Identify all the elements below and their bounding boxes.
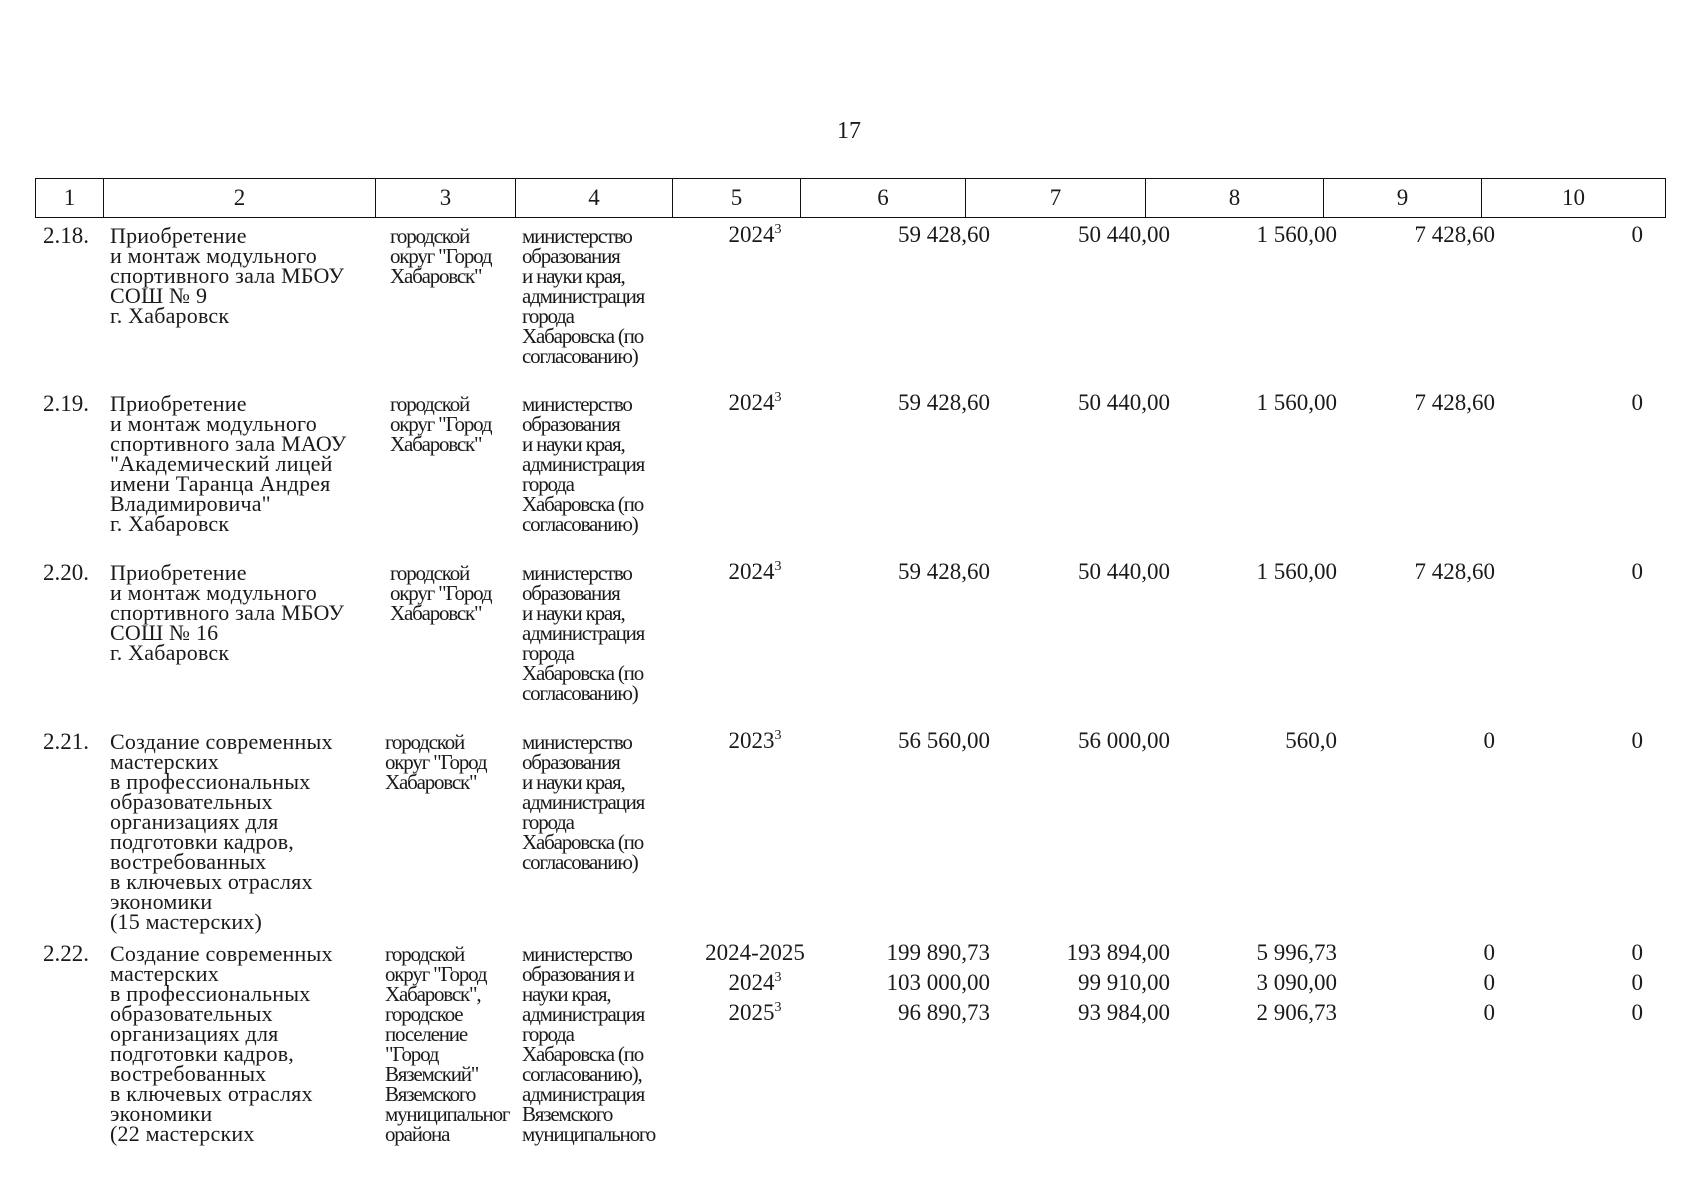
name-line: подготовки кадров, bbox=[110, 1041, 294, 1066]
row-executor bbox=[522, 944, 674, 1144]
value-line: 0 bbox=[1483, 1000, 1495, 1025]
footnote-mark: 3 bbox=[774, 1000, 782, 1015]
name-line: Приобретение bbox=[110, 391, 247, 416]
name-line: г. Хабаровск bbox=[110, 640, 230, 665]
value-line: 93 984,00 bbox=[1078, 1000, 1170, 1025]
executor-line: согласованию), bbox=[522, 1062, 642, 1086]
executor-line: и науки края, bbox=[522, 601, 625, 625]
name-line: экономики bbox=[110, 889, 213, 914]
row-col10: 0 bbox=[1631, 222, 1643, 247]
footnote-mark: 3 bbox=[774, 222, 782, 237]
footnote-mark: 3 bbox=[774, 970, 782, 985]
executor-line: образования bbox=[522, 244, 620, 268]
territory-line: округ "Город bbox=[390, 581, 492, 605]
name-line: (15 мастерских) bbox=[110, 909, 263, 934]
name-line: спортивного зала МБОУ bbox=[110, 263, 345, 288]
row-col9: 7 428,60 bbox=[1414, 559, 1495, 584]
name-line: в профессиональных bbox=[110, 981, 311, 1006]
territory-line: округ "Город bbox=[390, 412, 492, 436]
name-line: Владимировича" bbox=[110, 491, 271, 516]
row-executor bbox=[522, 226, 674, 366]
executor-line: администрация bbox=[522, 621, 645, 645]
page-number: 17 bbox=[837, 118, 861, 144]
executor-line: и науки края, bbox=[522, 264, 625, 288]
header-col-9: 9 bbox=[1324, 179, 1482, 218]
row-number: 2.18. bbox=[43, 223, 89, 248]
value-line: 96 890,73 bbox=[898, 1000, 990, 1025]
row-total bbox=[835, 938, 990, 1028]
row-territory bbox=[390, 226, 522, 286]
row-total: 59 428,60 bbox=[898, 559, 990, 584]
row-col10 bbox=[1505, 938, 1643, 1028]
value-line: 99 910,00 bbox=[1078, 970, 1170, 995]
row-col8: 560,0 bbox=[1285, 728, 1337, 753]
territory-line: городской bbox=[390, 224, 470, 248]
name-line: и монтаж модульного bbox=[110, 580, 317, 605]
name-line: г. Хабаровск bbox=[110, 303, 230, 328]
executor-line: и науки края, bbox=[522, 432, 625, 456]
name-line: г. Хабаровск bbox=[110, 511, 230, 536]
header-col-6: 6 bbox=[801, 179, 966, 218]
header-col-2: 2 bbox=[104, 179, 376, 218]
row-number: 2.19. bbox=[43, 391, 89, 416]
row-col8: 1 560,00 bbox=[1256, 559, 1337, 584]
value-line: 3 090,00 bbox=[1256, 970, 1337, 995]
executor-line: согласованию) bbox=[522, 344, 638, 368]
row-total: 56 560,00 bbox=[898, 728, 990, 753]
value-line: 193 894,00 bbox=[1066, 940, 1170, 965]
territory-line: Хабаровск" bbox=[390, 432, 482, 456]
year-value: 2024 bbox=[728, 970, 775, 995]
executor-line: администрация bbox=[522, 790, 645, 814]
row-territory bbox=[385, 732, 517, 792]
row-col8: 1 560,00 bbox=[1256, 222, 1337, 247]
header-col-8: 8 bbox=[1146, 179, 1324, 218]
territory-line: поселение bbox=[385, 1022, 467, 1046]
row-col7 bbox=[995, 938, 1170, 1028]
row-number: 2.22. bbox=[43, 941, 89, 966]
executor-line: Хабаровска (по bbox=[522, 324, 643, 348]
executor-line: министерство bbox=[522, 561, 632, 585]
value-line: 0 bbox=[1631, 1000, 1643, 1025]
value-line: 103 000,00 bbox=[886, 970, 990, 995]
row-name bbox=[110, 391, 375, 536]
row-year: 2024$^3$ bbox=[728, 222, 782, 247]
row-executor bbox=[522, 394, 674, 534]
territory-line: орайона bbox=[385, 1122, 450, 1146]
territory-line: округ "Город bbox=[385, 750, 487, 774]
row-year bbox=[675, 938, 835, 1028]
territory-line: "Город bbox=[385, 1042, 439, 1066]
value-line: 0 bbox=[1483, 940, 1495, 965]
footnote-mark: 3 bbox=[774, 390, 782, 405]
executor-line: Хабаровска (по bbox=[522, 830, 643, 854]
territory-line: городской bbox=[385, 942, 465, 966]
name-line: Приобретение bbox=[110, 560, 247, 585]
value-line: 0 bbox=[1631, 940, 1643, 965]
row-territory bbox=[385, 944, 517, 1144]
header-col-5: 5 bbox=[673, 179, 801, 218]
name-line: спортивного зала МАОУ bbox=[110, 431, 347, 456]
name-line: Создание современных bbox=[110, 729, 333, 754]
territory-line: округ "Город bbox=[390, 244, 492, 268]
name-line: экономики bbox=[110, 1101, 213, 1126]
executor-line: образования bbox=[522, 412, 620, 436]
row-number: 2.20. bbox=[43, 560, 89, 585]
row-executor bbox=[522, 563, 674, 703]
name-line: в профессиональных bbox=[110, 769, 311, 794]
territory-line: городской bbox=[385, 730, 465, 754]
territory-line: Хабаровск" bbox=[390, 601, 482, 625]
row-col9 bbox=[1345, 938, 1495, 1028]
year-value: 2025 bbox=[728, 1000, 775, 1025]
name-line: организациях для bbox=[110, 1021, 279, 1046]
row-col9: 7 428,60 bbox=[1414, 222, 1495, 247]
row-name bbox=[110, 729, 375, 934]
executor-line: министерство bbox=[522, 392, 632, 416]
executor-line: и науки края, bbox=[522, 770, 625, 794]
row-total: 59 428,60 bbox=[898, 222, 990, 247]
executor-line: города bbox=[522, 1022, 574, 1046]
executor-line: министерство bbox=[522, 730, 632, 754]
name-line: и монтаж модульного bbox=[110, 411, 317, 436]
row-name bbox=[110, 941, 375, 1146]
row-year: 2024$^3$ bbox=[728, 559, 782, 584]
row-col10: 0 bbox=[1631, 728, 1643, 753]
executor-line: администрация bbox=[522, 452, 645, 476]
row-executor bbox=[522, 732, 674, 872]
row-territory bbox=[390, 563, 522, 623]
row-col8: 1 560,00 bbox=[1256, 390, 1337, 415]
row-col10: 0 bbox=[1631, 559, 1643, 584]
territory-line: Хабаровск" bbox=[385, 770, 477, 794]
territory-line: Хабаровск", bbox=[385, 982, 481, 1006]
row-col9: 0 bbox=[1483, 728, 1495, 753]
executor-line: города bbox=[522, 810, 574, 834]
row-total: 59 428,60 bbox=[898, 390, 990, 415]
row-col7: 50 440,00 bbox=[1078, 222, 1170, 247]
territory-line: Вяземский" bbox=[385, 1062, 479, 1086]
row-col8 bbox=[1175, 938, 1337, 1028]
row-year: 2023$^3$ bbox=[728, 728, 782, 753]
executor-line: администрация bbox=[522, 1002, 645, 1026]
executor-line: города bbox=[522, 641, 574, 665]
territory-line: округ "Город bbox=[385, 962, 487, 986]
name-line: "Академический лицей bbox=[110, 451, 333, 476]
name-line: Приобретение bbox=[110, 223, 247, 248]
name-line: СОШ № 16 bbox=[110, 620, 219, 645]
executor-line: министерство bbox=[522, 224, 632, 248]
executor-line: министерство bbox=[522, 942, 632, 966]
executor-line: администрация bbox=[522, 284, 645, 308]
executor-line: администрация bbox=[522, 1082, 645, 1106]
territory-line: муниципальног bbox=[385, 1102, 510, 1126]
name-line: образовательных bbox=[110, 789, 273, 814]
territory-line: городской bbox=[390, 392, 470, 416]
header-col-3: 3 bbox=[376, 179, 516, 218]
executor-line: науки края, bbox=[522, 982, 611, 1006]
name-line: организациях для bbox=[110, 809, 279, 834]
footnote-mark: 3 bbox=[774, 559, 782, 574]
executor-line: Хабаровска (по bbox=[522, 492, 643, 516]
value-line: 5 996,73 bbox=[1256, 940, 1337, 965]
row-name bbox=[110, 223, 375, 328]
year-value: 2024-2025 bbox=[705, 940, 805, 965]
name-line: Создание современных bbox=[110, 941, 333, 966]
territory-line: городское bbox=[385, 1002, 463, 1026]
name-line: мастерских bbox=[110, 749, 219, 774]
name-line: имени Таранца Андрея bbox=[110, 471, 331, 496]
name-line: мастерских bbox=[110, 961, 219, 986]
executor-line: Вяземского bbox=[522, 1102, 613, 1126]
row-name bbox=[110, 560, 375, 665]
table-header bbox=[35, 178, 1666, 218]
row-col9: 7 428,60 bbox=[1414, 390, 1495, 415]
row-year: 2024$^3$ bbox=[728, 390, 782, 415]
executor-line: согласованию) bbox=[522, 681, 638, 705]
footnote-mark: 3 bbox=[774, 728, 782, 743]
value-line: 199 890,73 bbox=[886, 940, 990, 965]
value-line: 0 bbox=[1483, 970, 1495, 995]
territory-line: Вяземского bbox=[385, 1082, 476, 1106]
executor-line: Хабаровска (по bbox=[522, 661, 643, 685]
header-col-4: 4 bbox=[516, 179, 673, 218]
header-col-7: 7 bbox=[966, 179, 1146, 218]
name-line: востребованных bbox=[110, 1061, 267, 1086]
row-col7: 56 000,00 bbox=[1078, 728, 1170, 753]
row-territory bbox=[390, 394, 522, 454]
name-line: востребованных bbox=[110, 849, 267, 874]
row-col10: 0 bbox=[1631, 390, 1643, 415]
name-line: спортивного зала МБОУ bbox=[110, 600, 345, 625]
row-col7: 50 440,00 bbox=[1078, 390, 1170, 415]
executor-line: согласованию) bbox=[522, 850, 638, 874]
territory-line: Хабаровск" bbox=[390, 264, 482, 288]
value-line: 0 bbox=[1631, 970, 1643, 995]
executor-line: города bbox=[522, 472, 574, 496]
territory-line: городской bbox=[390, 561, 470, 585]
value-line: 2 906,73 bbox=[1256, 1000, 1337, 1025]
executor-line: образования bbox=[522, 581, 620, 605]
executor-line: муниципального bbox=[522, 1122, 656, 1146]
header-col-10: 10 bbox=[1482, 179, 1666, 218]
name-line: и монтаж модульного bbox=[110, 243, 317, 268]
header-col-1: 1 bbox=[36, 179, 104, 218]
executor-line: Хабаровска (по bbox=[522, 1042, 643, 1066]
name-line: образовательных bbox=[110, 1001, 273, 1026]
name-line: подготовки кадров, bbox=[110, 829, 294, 854]
row-number: 2.21. bbox=[43, 729, 89, 754]
name-line: в ключевых отраслях bbox=[110, 1081, 313, 1106]
name-line: в ключевых отраслях bbox=[110, 869, 313, 894]
row-col7: 50 440,00 bbox=[1078, 559, 1170, 584]
name-line: СОШ № 9 bbox=[110, 283, 208, 308]
executor-line: согласованию) bbox=[522, 512, 638, 536]
executor-line: города bbox=[522, 304, 574, 328]
executor-line: образования и bbox=[522, 962, 634, 986]
executor-line: образования bbox=[522, 750, 620, 774]
name-line: (22 мастерских bbox=[110, 1121, 255, 1146]
